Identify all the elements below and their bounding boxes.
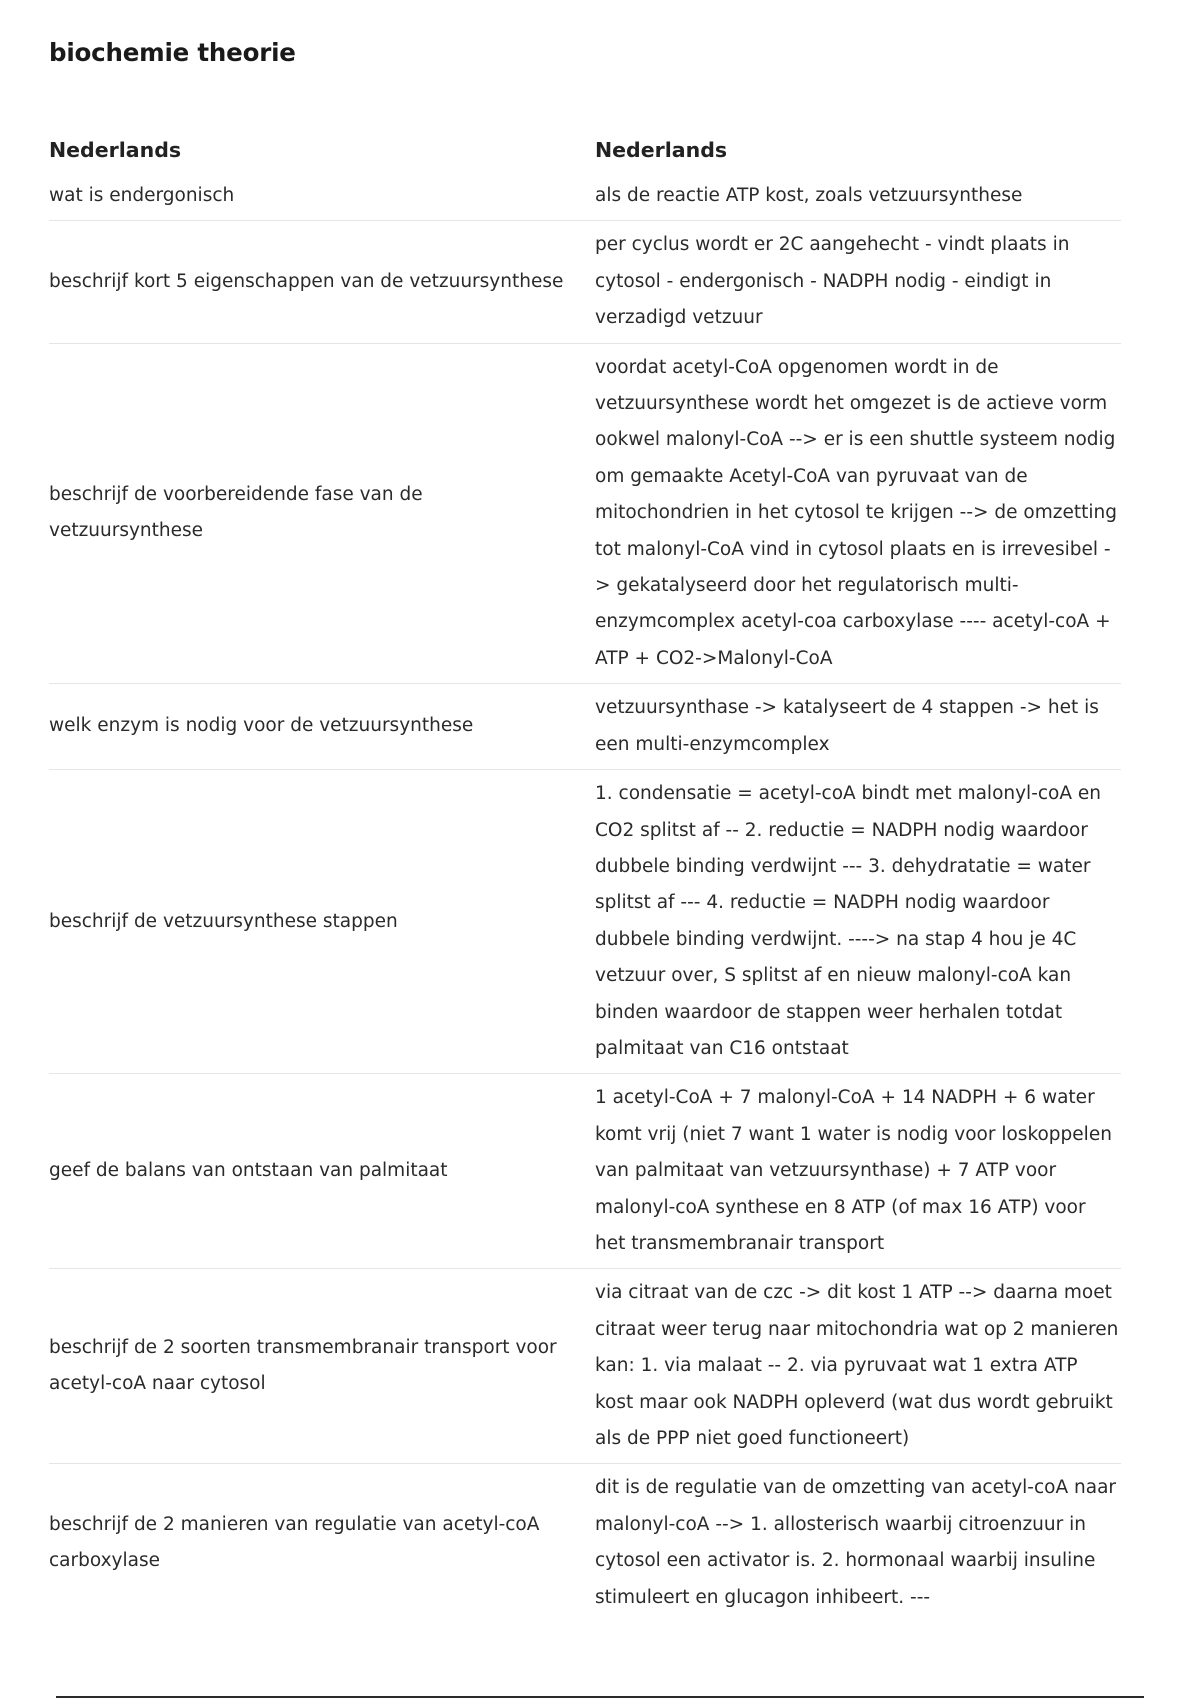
table-row bbox=[49, 343, 1121, 684]
term-cell: beschrijf de voorbereidende fase van de vetzuursynthese bbox=[49, 343, 595, 684]
term-cell: welk enzym is nodig voor de vetzuursynthese bbox=[49, 684, 595, 770]
flashcard-table bbox=[49, 128, 1121, 1622]
table-header-row bbox=[49, 128, 1121, 172]
definition-cell: vetzuursynthase -> katalyseert de 4 stappen -> het is een multi-enzymcomplex bbox=[595, 684, 1121, 770]
term-cell: beschrijf kort 5 eigenschappen van de vetzuursynthese bbox=[49, 221, 595, 343]
definition-cell: 1. condensatie = acetyl-coA bindt met malonyl-coA en CO2 splitst af -- 2. reductie = NADPH nodig waardoor dubbele binding verdwijnt --- 3. dehydratatie = water splitst af --- 4. reductie = NADPH nodig waardoor dubbele binding verdwijnt. ----> na stap 4 hou je 4C vetzuur over, S splitst af en nieuw malonyl-coA kan binden waardoor de stappen weer herhalen totdat palmitaat van C16 ontstaat bbox=[595, 770, 1121, 1074]
definition-cell: via citraat van de czc -> dit kost 1 ATP --> daarna moet citraat weer terug naar mitochondria wat op 2 manieren kan: 1. via malaat -- 2. via pyruvaat wat 1 extra ATP kost maar ook NADPH opleverd (wat dus wordt gebruikt als de PPP niet goed functioneert) bbox=[595, 1269, 1121, 1464]
definition-column-header: Nederlands bbox=[595, 138, 728, 162]
term-cell: beschrijf de 2 manieren van regulatie van acetyl-coA carboxylase bbox=[49, 1513, 540, 1572]
table-row bbox=[49, 770, 1121, 1074]
term-cell: geef de balans van ontstaan van palmitaat bbox=[49, 1074, 595, 1269]
definition-cell: als de reactie ATP kost, zoals vetzuursynthese bbox=[595, 172, 1121, 221]
table-row bbox=[49, 221, 1121, 343]
definition-cell: per cyclus wordt er 2C aangehecht - vindt plaats in cytosol - endergonisch - NADPH nodig - eindigt in verzadigd vetzuur bbox=[595, 221, 1121, 343]
term-cell: beschrijf de 2 soorten transmembranair transport voor acetyl-coA naar cytosol bbox=[49, 1269, 595, 1464]
definition-cell: 1 acetyl-CoA + 7 malonyl-CoA + 14 NADPH + 6 water komt vrij (niet 7 want 1 water is nodig voor loskoppelen van palmitaat van vetzuursynthase) + 7 ATP voor malonyl-coA synthese en 8 ATP (of max 16 ATP) voor het transmembranair transport bbox=[595, 1074, 1121, 1269]
definition-cell: dit is de regulatie van de omzetting van acetyl-coA naar malonyl-coA --> 1. allosterisch waarbij citroenzuur in cytosol een activator is. 2. hormonaal waarbij insuline stimuleert en glucagon inhibeert. --- bbox=[595, 1477, 1117, 1608]
definition-cell: voordat acetyl-CoA opgenomen wordt in de vetzuursynthese wordt het omgezet is de actieve vorm ookwel malonyl-CoA --> er is een shuttle systeem nodig om gemaakte Acetyl-CoA van pyruvaat van de mitochondrien in het cytosol te krijgen --> de omzetting tot malonyl-CoA vind in cytosol plaats en is irrevesibel -> gekatalyseerd door het regulatorisch multi-enzymcomplex acetyl-coa carboxylase ---- acetyl-coA + ATP + CO2->Malonyl-CoA bbox=[595, 343, 1121, 684]
term-cell: wat is endergonisch bbox=[49, 172, 595, 221]
term-column-header: Nederlands bbox=[49, 138, 182, 162]
table-row bbox=[49, 1269, 1121, 1464]
table-row bbox=[49, 1074, 1121, 1269]
page-title: biochemie theorie bbox=[49, 38, 296, 67]
table-row bbox=[49, 684, 1121, 770]
table-row bbox=[49, 172, 1121, 221]
term-cell: beschrijf de vetzuursynthese stappen bbox=[49, 770, 595, 1074]
table-row bbox=[49, 1464, 1121, 1622]
page-bottom-divider bbox=[56, 1696, 1144, 1698]
